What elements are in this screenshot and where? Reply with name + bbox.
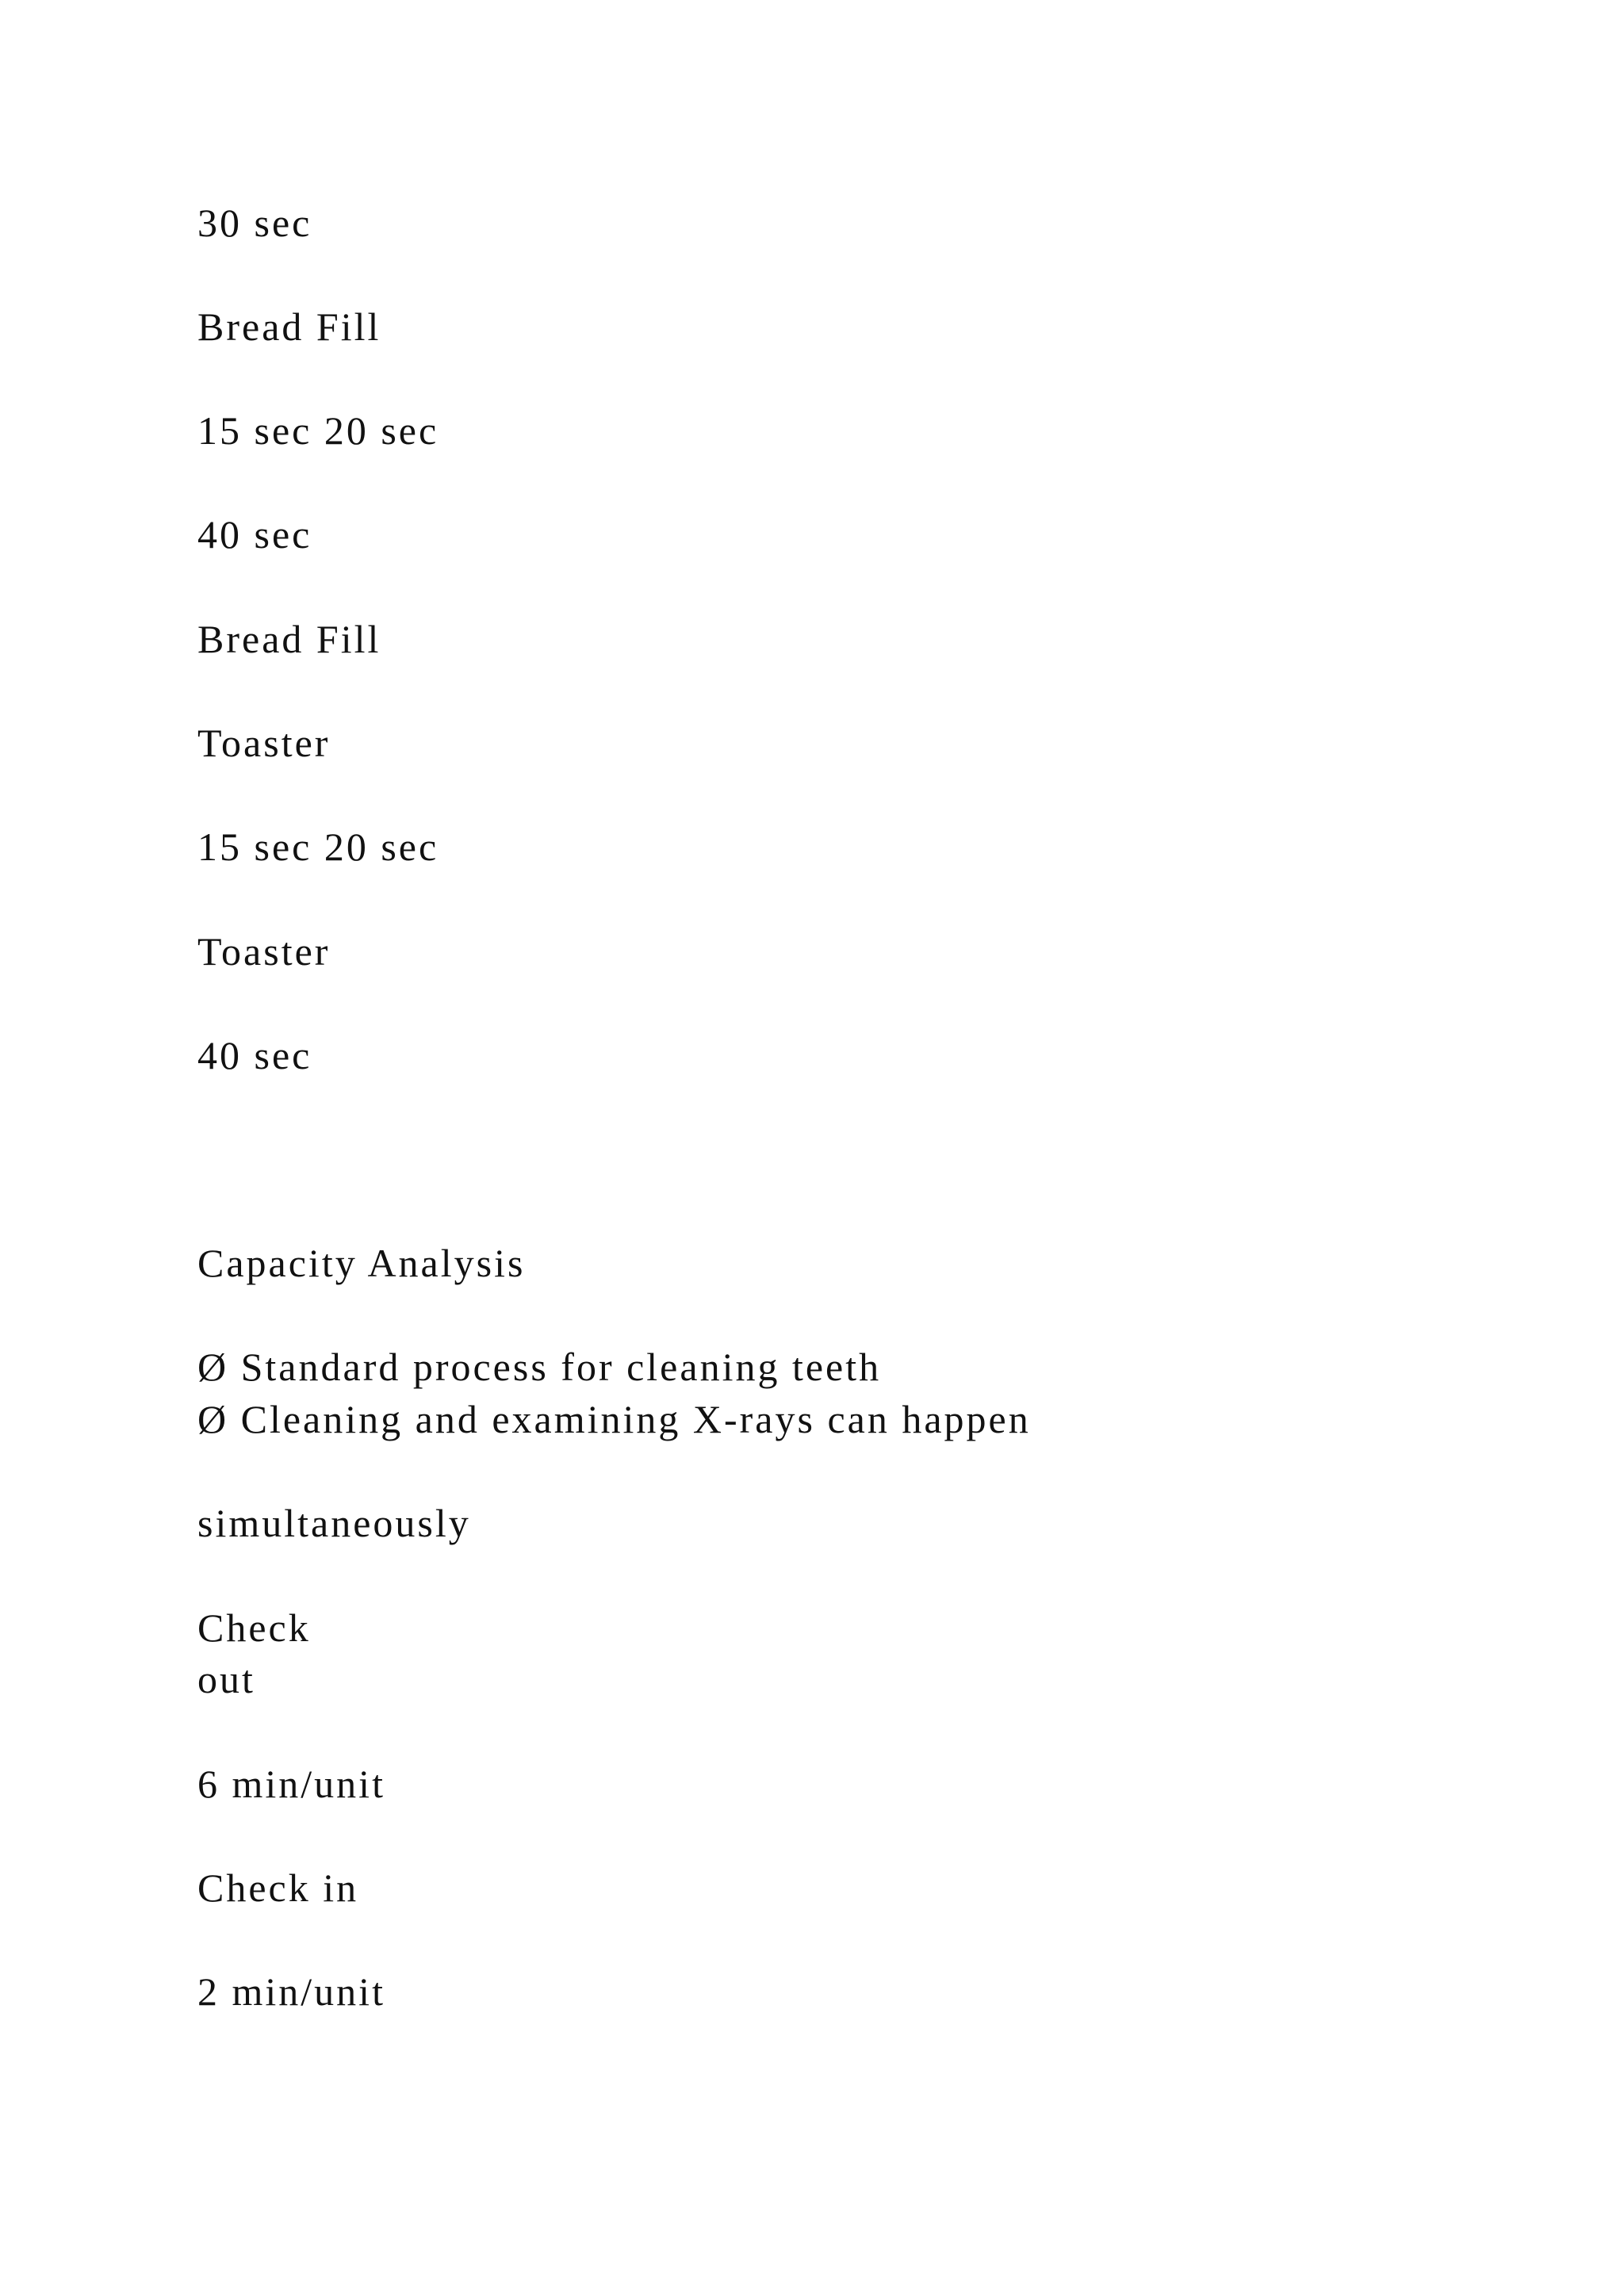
text-line-check: Check — [197, 1605, 311, 1650]
text-line-15-20-sec-2: 15 sec 20 sec — [197, 825, 439, 869]
bullet-standard-process: Ø Standard process for cleaning teeth — [197, 1345, 882, 1389]
text-line-40-sec-2: 40 sec — [197, 1033, 312, 1077]
text-line-15-20-sec: 15 sec 20 sec — [197, 408, 439, 453]
text-line-out: out — [197, 1657, 255, 1701]
text-line-toaster-2: Toaster — [197, 929, 331, 974]
text-line-40-sec: 40 sec — [197, 512, 312, 557]
text-line-check-in: Check in — [197, 1866, 359, 1910]
text-line-6-min-unit: 6 min/unit — [197, 1762, 385, 1806]
text-line-bread-fill: Bread Fill — [197, 304, 381, 349]
bullet-cleaning-xrays: Ø Cleaning and examining X-rays can happen — [197, 1397, 1031, 1441]
text-line-simultaneously: simultaneously — [197, 1501, 471, 1545]
text-line-bread-fill-2: Bread Fill — [197, 617, 381, 661]
section-heading-capacity: Capacity Analysis — [197, 1241, 526, 1285]
text-line-30-sec: 30 sec — [197, 201, 312, 245]
text-line-toaster: Toaster — [197, 721, 331, 765]
text-line-2-min-unit: 2 min/unit — [197, 1969, 385, 2014]
